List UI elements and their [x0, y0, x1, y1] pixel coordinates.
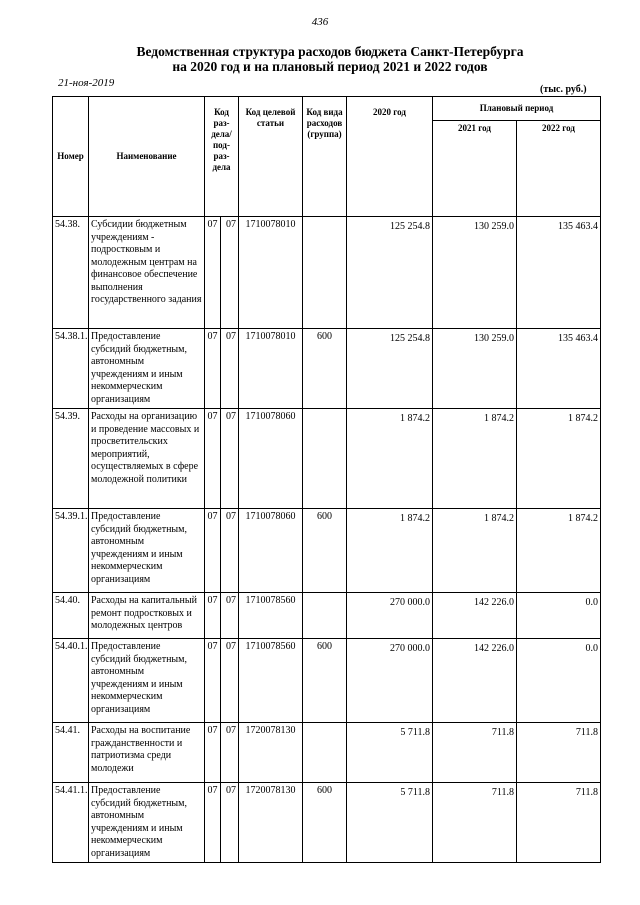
- row-value-2021: 130 259.0: [433, 217, 517, 329]
- budget-table: [52, 96, 601, 863]
- row-value-2022: 0.0: [517, 639, 601, 723]
- row-expense-type: [303, 217, 347, 329]
- table-row: [53, 409, 601, 509]
- document-title: [120, 44, 540, 74]
- table-row: [53, 783, 601, 863]
- row-subsection: 07: [221, 639, 239, 723]
- row-expense-type: [303, 723, 347, 783]
- row-section: 07: [205, 723, 221, 783]
- row-name: Предоставление субсидий бюджетным, автономным учреждениям и иным некоммерческим организациям: [89, 783, 205, 863]
- row-target-code: 1710078060: [239, 509, 303, 593]
- row-name: Субсидии бюджетным учреждениям - подростковым и молодежным центрам на финансовое обеспечение выполнения государственного задания: [89, 217, 205, 329]
- row-subsection: 07: [221, 593, 239, 639]
- row-value-2020: 125 254.8: [347, 329, 433, 409]
- row-value-2020: 5 711.8: [347, 723, 433, 783]
- row-value-2021: 1 874.2: [433, 509, 517, 593]
- table-row: [53, 217, 601, 329]
- row-target-code: 1720078130: [239, 783, 303, 863]
- row-section: 07: [205, 329, 221, 409]
- row-target-code: 1710078010: [239, 329, 303, 409]
- title-line-1: Ведомственная структура расходов бюджета Санкт-Петербурга: [136, 44, 524, 59]
- row-name: Предоставление субсидий бюджетным, автономным учреждениям и иным некоммерческим организациям: [89, 639, 205, 723]
- row-value-2021: 130 259.0: [433, 329, 517, 409]
- table-row: [53, 723, 601, 783]
- header-type: Код вида расходов (группа): [303, 97, 347, 217]
- row-value-2021: 1 874.2: [433, 409, 517, 509]
- header-target: Код целевой статьи: [239, 97, 303, 217]
- row-value-2020: 125 254.8: [347, 217, 433, 329]
- row-number: 54.40.: [53, 593, 89, 639]
- row-value-2022: 0.0: [517, 593, 601, 639]
- row-name: Расходы на воспитание гражданственности и патриотизма среди молодежи: [89, 723, 205, 783]
- row-expense-type: [303, 409, 347, 509]
- row-number: 54.39.: [53, 409, 89, 509]
- header-2021: 2021 год: [433, 121, 517, 217]
- row-name: Предоставление субсидий бюджетным, автономным учреждениям и иным некоммерческим организациям: [89, 329, 205, 409]
- row-value-2021: 142 226.0: [433, 593, 517, 639]
- row-expense-type: 600: [303, 639, 347, 723]
- row-target-code: 1710078560: [239, 593, 303, 639]
- row-value-2022: 711.8: [517, 723, 601, 783]
- row-number: 54.38.: [53, 217, 89, 329]
- row-subsection: 07: [221, 217, 239, 329]
- row-section: 07: [205, 409, 221, 509]
- row-section: 07: [205, 593, 221, 639]
- row-expense-type: 600: [303, 509, 347, 593]
- header-number: Номер: [53, 97, 89, 217]
- row-number: 54.38.1.: [53, 329, 89, 409]
- row-section: 07: [205, 783, 221, 863]
- table-row: [53, 639, 601, 723]
- row-number: 54.40.1.: [53, 639, 89, 723]
- row-subsection: 07: [221, 723, 239, 783]
- row-value-2022: 711.8: [517, 783, 601, 863]
- row-value-2020: 1 874.2: [347, 409, 433, 509]
- row-name: Предоставление субсидий бюджетным, автономным учреждениям и иным некоммерческим организациям: [89, 509, 205, 593]
- row-subsection: 07: [221, 329, 239, 409]
- units-label: (тыс. руб.): [540, 84, 587, 95]
- row-target-code: 1710078560: [239, 639, 303, 723]
- row-section: 07: [205, 639, 221, 723]
- table-row: [53, 509, 601, 593]
- row-subsection: 07: [221, 409, 239, 509]
- row-value-2020: 1 874.2: [347, 509, 433, 593]
- header-section: Код раз-дела/ под-раз-дела: [205, 97, 239, 217]
- row-value-2022: 1 874.2: [517, 509, 601, 593]
- header-planned-period: Плановый период: [433, 97, 601, 121]
- row-value-2022: 1 874.2: [517, 409, 601, 509]
- title-line-2: на 2020 год и на плановый период 2021 и 2022 годов: [172, 59, 488, 74]
- row-subsection: 07: [221, 783, 239, 863]
- row-value-2020: 270 000.0: [347, 593, 433, 639]
- table-row: [53, 329, 601, 409]
- row-name: Расходы на организацию и проведение массовых и просветительских мероприятий, осуществляемых в сфере молодежной политики: [89, 409, 205, 509]
- row-value-2021: 142 226.0: [433, 639, 517, 723]
- row-target-code: 1710078010: [239, 217, 303, 329]
- row-value-2022: 135 463.4: [517, 217, 601, 329]
- row-value-2021: 711.8: [433, 723, 517, 783]
- row-number: 54.41.1.: [53, 783, 89, 863]
- header-name: Наименование: [89, 97, 205, 217]
- row-value-2020: 5 711.8: [347, 783, 433, 863]
- row-section: 07: [205, 509, 221, 593]
- row-number: 54.41.: [53, 723, 89, 783]
- header-2022: 2022 год: [517, 121, 601, 217]
- row-value-2021: 711.8: [433, 783, 517, 863]
- header-2020: 2020 год: [347, 97, 433, 217]
- row-name: Расходы на капитальный ремонт подростковых и молодежных центров: [89, 593, 205, 639]
- row-target-code: 1710078060: [239, 409, 303, 509]
- row-number: 54.39.1.: [53, 509, 89, 593]
- page-number: 436: [311, 16, 329, 28]
- row-section: 07: [205, 217, 221, 329]
- row-subsection: 07: [221, 509, 239, 593]
- row-target-code: 1720078130: [239, 723, 303, 783]
- document-date: 21-ноя-2019: [58, 77, 115, 89]
- table-row: [53, 593, 601, 639]
- row-value-2020: 270 000.0: [347, 639, 433, 723]
- row-value-2022: 135 463.4: [517, 329, 601, 409]
- row-expense-type: 600: [303, 783, 347, 863]
- row-expense-type: [303, 593, 347, 639]
- row-expense-type: 600: [303, 329, 347, 409]
